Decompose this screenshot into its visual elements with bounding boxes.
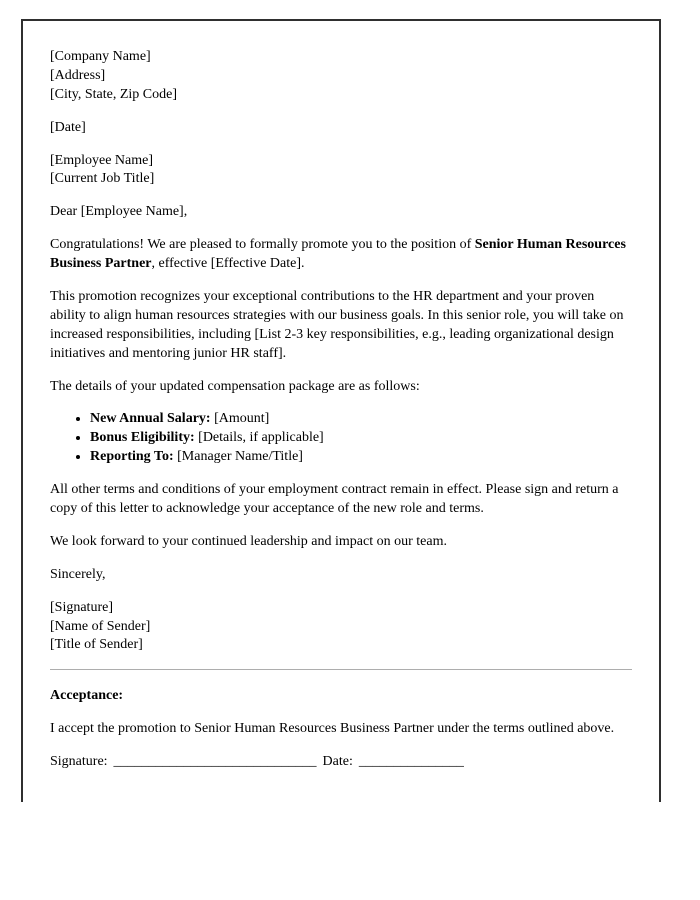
sender-name-line: [Name of Sender] xyxy=(50,618,151,634)
acceptance-signature-row xyxy=(50,753,632,772)
paragraph-terms: All other terms and conditions of your employment contract remain in effect. Please sign and return a copy of this letter to acknowledge your acceptance of the new role and terms. xyxy=(50,482,619,517)
recipient-title-line: [Current Job Title] xyxy=(50,171,155,187)
promotion-text-post: , effective [Effective Date]. xyxy=(151,256,305,272)
reporting-label: Reporting To: xyxy=(90,449,174,465)
list-item-salary xyxy=(90,410,632,429)
paragraph-recognition: This promotion recognizes your exceptional contributions to the HR department and your proven ability to align human resources strategies with our business goals. In this senior role, you will take on increased responsibilities, including [List 2-3 key responsibilities, e.g., leading organizational design initiatives and mentoring junior HR staff]. xyxy=(50,289,624,361)
sender-address-block xyxy=(50,48,632,105)
sender-city-line: [City, State, Zip Code] xyxy=(50,86,178,102)
list-item-reporting xyxy=(90,448,632,467)
acceptance-date-label: Date: xyxy=(322,754,353,770)
bonus-label: Bonus Eligibility: xyxy=(90,430,195,446)
promotion-text-pre: Congratulations! We are pleased to formally promote you to the position of xyxy=(50,237,475,253)
signature-block xyxy=(50,599,632,656)
sign-off: Sincerely, xyxy=(50,566,106,582)
sender-company-line: [Company Name] xyxy=(50,49,151,64)
acceptance-statement: I accept the promotion to Senior Human Resources Business Partner under the terms outlined above. xyxy=(50,721,615,737)
letter-date: [Date] xyxy=(50,119,86,135)
sender-address-line: [Address] xyxy=(50,67,106,83)
recipient-name-line: [Employee Name] xyxy=(50,152,154,168)
acceptance-signature-label: Signature: xyxy=(50,754,108,770)
list-item-bonus xyxy=(90,429,632,448)
recipient-block xyxy=(50,152,632,190)
acceptance-signature-line: _____________________________ xyxy=(113,754,317,770)
salary-label: New Annual Salary: xyxy=(90,411,211,427)
acceptance-date-line: _______________ xyxy=(358,754,464,770)
sender-title-line: [Title of Sender] xyxy=(50,637,143,653)
salutation: Dear [Employee Name], xyxy=(50,204,188,220)
reporting-value: [Manager Name/Title] xyxy=(173,449,303,465)
bonus-value: [Details, if applicable] xyxy=(194,430,324,446)
compensation-list xyxy=(50,410,632,467)
acceptance-heading-text: Acceptance: xyxy=(50,688,124,704)
paragraph-closing-note: We look forward to your continued leadership and impact on our team. xyxy=(50,533,447,549)
acceptance-divider xyxy=(50,669,632,670)
signature-placeholder-line: [Signature] xyxy=(50,599,113,615)
promotion-role-bold: Senior Human Resources Business Partner xyxy=(50,237,626,272)
paragraph-promotion xyxy=(50,236,632,274)
paragraph-compensation-intro: The details of your updated compensation package are as follows: xyxy=(50,378,420,394)
acceptance-heading xyxy=(50,687,632,706)
promotion-letter-page xyxy=(21,19,661,802)
salary-value: [Amount] xyxy=(210,411,270,427)
